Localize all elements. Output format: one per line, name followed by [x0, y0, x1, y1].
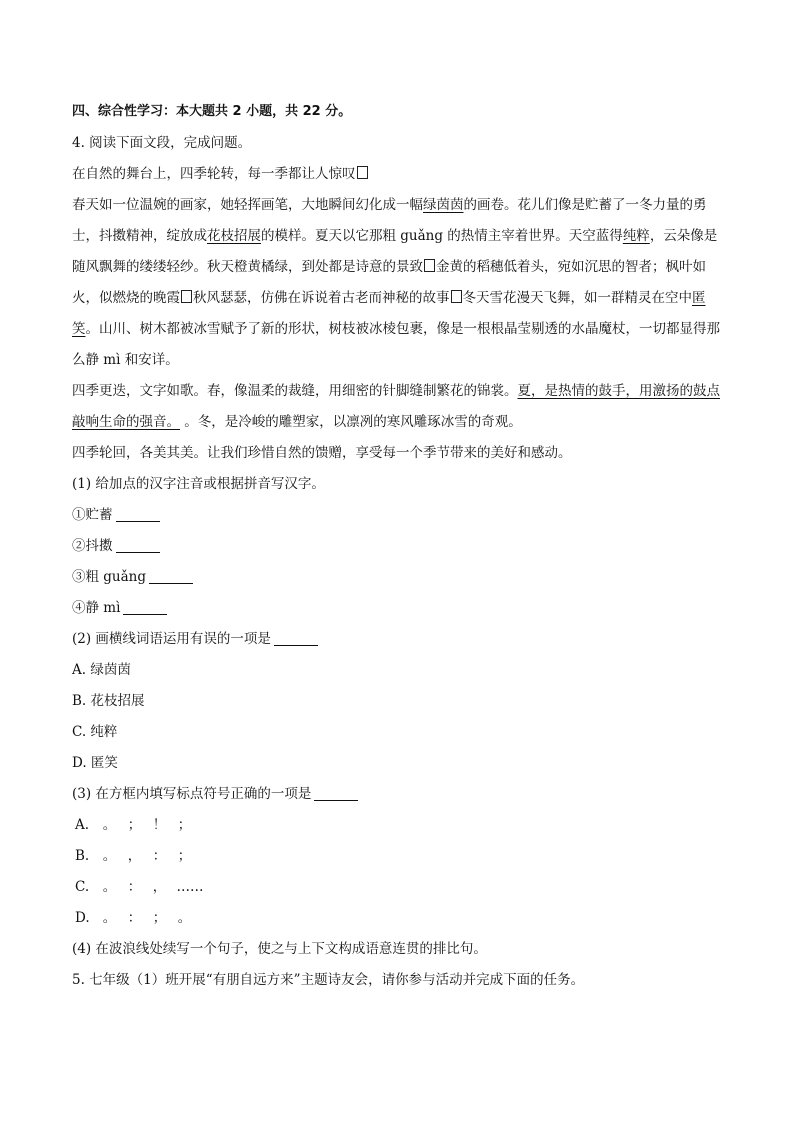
p1-text-e: 金黄的稻穗低着头，宛如沉思的智者；枫叶如火，似燃烧的晚霞 — [72, 259, 706, 306]
answer-blank[interactable] — [274, 631, 318, 646]
option-label: D. — [75, 910, 90, 926]
passage-heading-text: 在自然的舞台上，四季轮转，每一季都让人惊叹 — [72, 166, 356, 182]
option-mark: 。 — [102, 848, 117, 864]
option-mark: ： — [127, 910, 142, 926]
sub1-item-label: ②抖擞 — [72, 538, 113, 554]
p1-text-h: 。山川、树木都被冰雪赋予了新的形状，树枝被冰棱包裹，像是一根根晶莹剔透的水晶魔杖，一切都显得那么静 mì 和安详。 — [72, 321, 720, 368]
sub3-option-d[interactable] — [72, 903, 722, 934]
p2-text-b: 。冬，是冷峻的雕塑家，以凛冽的寒风雕琢冰雪的奇观。 — [180, 414, 522, 430]
sub1-item-2 — [72, 531, 722, 562]
option-mark: ， — [152, 879, 167, 895]
passage-paragraph-1 — [72, 190, 722, 376]
underlined-word-3: 纯粹 — [622, 228, 650, 244]
exam-page — [72, 96, 722, 996]
option-mark: ； — [177, 817, 192, 833]
sub2-option-b[interactable]: B. 花枝招展 — [72, 693, 145, 709]
passage-paragraph-2 — [72, 376, 722, 438]
sub1-item-4 — [72, 593, 722, 624]
option-mark: ， — [127, 848, 142, 864]
question-4-stem: 4. 阅读下面文段，完成问题。 — [72, 135, 252, 151]
option-label: A. — [75, 817, 90, 833]
sub3-option-b[interactable] — [72, 841, 722, 872]
option-mark: ； — [127, 817, 142, 833]
underlined-word-1: 绿茵茵 — [423, 197, 464, 213]
option-mark: ！ — [152, 817, 167, 833]
underlined-word-4: 匿笑 — [72, 290, 706, 337]
p2-text-a: 四季更迭，文字如歌。春，像温柔的裁缝，用细密的针脚缝制繁花的锦裳。 — [72, 383, 518, 399]
option-mark: ： — [127, 879, 142, 895]
option-mark: 。 — [102, 879, 117, 895]
sub3-option-c[interactable] — [72, 872, 722, 903]
p1-text-d: ，云朵像是随风飘舞的缕缕轻纱。秋天橙黄橘绿，到处都是诗意的景致 — [72, 228, 718, 275]
option-mark: 。 — [102, 817, 117, 833]
underlined-word-2: 花枝招展 — [207, 228, 261, 244]
answer-blank[interactable] — [314, 786, 358, 801]
option-mark: ； — [152, 910, 167, 926]
underlined-sentence: 夏，是热情的鼓手，用激扬的鼓点敲响生命的强音。 — [72, 383, 720, 430]
section-title: 四、综合性学习：本大题共 2 小题，共 22 分。 — [72, 104, 352, 119]
p1-text-c: 的模样。夏天以它那粗 guǎng 的热情主宰着世界。天空蓝得 — [261, 228, 623, 244]
option-mark: 。 — [102, 910, 117, 926]
sub4-prompt: (4) 在波浪线处续写一个句子，使之与上下文构成语意连贯的排比句。 — [72, 941, 487, 957]
punctuation-box — [451, 290, 462, 303]
sub1-prompt: (1) 给加点的汉字注音或根据拼音写汉字。 — [72, 476, 325, 492]
p1-text-g: 冬天雪花漫天飞舞，如一群精灵在空中 — [462, 290, 692, 306]
sub2-prompt-text: (2) 画横线词语运用有误的一项是 — [72, 631, 271, 647]
sub2-option-d[interactable]: D. 匿笑 — [72, 755, 118, 771]
question-5-stem: 5. 七年级（1）班开展“有朋自远方来”主题诗友会，请你参与活动并完成下面的任务。 — [72, 972, 585, 988]
answer-blank[interactable] — [149, 569, 193, 584]
option-label: C. — [75, 879, 90, 895]
sub3-prompt-text: (3) 在方框内填写标点符号正确的一项是 — [72, 786, 312, 802]
sub2-option-a[interactable]: A. 绿茵茵 — [72, 662, 131, 678]
sub1-item-1 — [72, 500, 722, 531]
p1-text-f: 秋风瑟瑟，仿佛在诉说着古老而神秘的故事 — [193, 290, 450, 306]
punctuation-box — [357, 166, 368, 179]
answer-blank[interactable] — [123, 600, 167, 615]
punctuation-box — [181, 290, 192, 303]
p1-text-a: 春天如一位温婉的画家，她轻挥画笔，大地瞬间幻化成一幅 — [72, 197, 423, 213]
answer-blank[interactable] — [116, 538, 160, 553]
option-mark: …… — [176, 879, 204, 895]
passage-heading — [72, 159, 722, 190]
sub1-item-3 — [72, 562, 722, 593]
sub1-item-label: ③粗 guǎng — [72, 569, 147, 585]
sub2-option-c[interactable]: C. 纯粹 — [72, 724, 118, 740]
sub1-item-label: ①贮蓄 — [72, 507, 113, 523]
option-label: B. — [75, 848, 90, 864]
option-mark: ； — [177, 848, 192, 864]
sub3-prompt — [72, 779, 722, 810]
punctuation-box — [424, 259, 435, 272]
p1-text-b: 的画卷。花儿们像是贮蓄了一冬力量的勇士，抖擞精神，绽放成 — [72, 197, 707, 244]
sub2-prompt — [72, 624, 722, 655]
option-mark: ： — [152, 848, 167, 864]
sub3-option-a[interactable] — [72, 810, 722, 841]
option-mark: 。 — [177, 910, 192, 926]
answer-blank[interactable] — [116, 507, 160, 522]
passage-paragraph-3: 四季轮回，各美其美。让我们珍惜自然的馈赠，享受每一个季节带来的美好和感动。 — [72, 445, 572, 461]
sub1-item-label: ④静 mì — [72, 600, 121, 616]
